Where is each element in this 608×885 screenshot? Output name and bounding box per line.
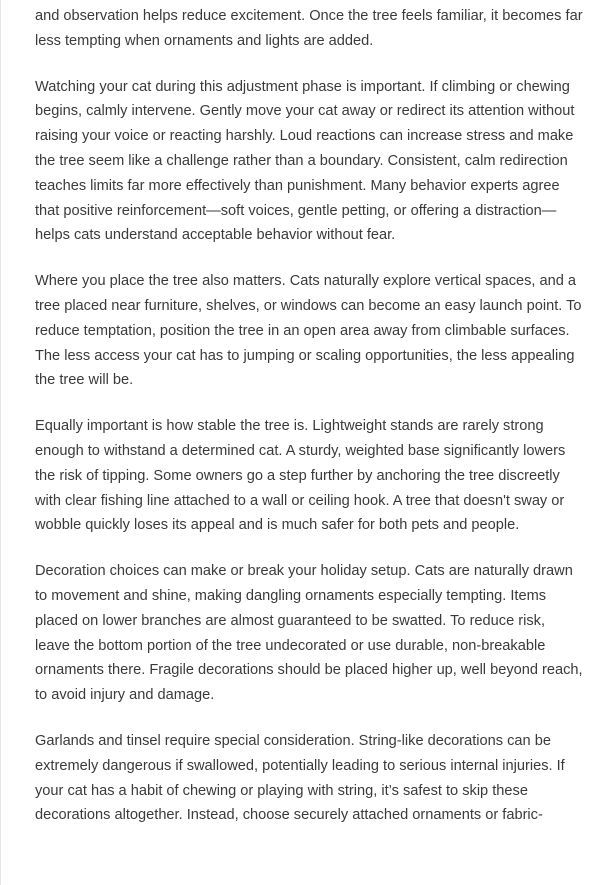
paragraph-decorations: Decoration choices can make or break your holiday setup. Cats are naturally drawn to movement and shine, making dangling ornaments especially tempting. Items placed on lower branches are almost guaranteed to be swatted. To reduce risk, leave the bottom portion of the tree undecorated or use durable, non-breakable ornaments there. Fragile decorations should be placed higher up, well beyond reach, to avoid injury and damage. [35,563,583,704]
paragraph-familiarization: and observation helps reduce excitement. Once the tree feels familiar, it becomes far less tempting when ornaments and lights are added. [35,8,583,49]
paragraph-placement: Where you place the tree also matters. Cats naturally explore vertical spaces, and a tree placed near furniture, shelves, or windows can become an easy launch point. To reduce temptation, position the tree in an open area away from climbable surfaces. The less access your cat has to jumping or scaling opportunities, the less appealing the tree will be. [35,273,582,389]
paragraph-garlands-tinsel: Garlands and tinsel require special consideration. String-like decorations can be extremely dangerous if swallowed, potentially leading to serious internal injuries. If your cat has a habit of chewing or playing with string, it’s safest to skip these decorations altogether. Instead, choose securely attached ornaments or fabric- [35,732,565,824]
paragraph-supervision: Watching your cat during this adjustment phase is important. If climbing or chewing begins, calmly intervene. Gently move your cat away or redirect its attention without raising your voice or reacting harshly. Loud reactions can increase stress and make the tree seem like a challenge rather than a boundary. Consistent, calm redirection teaches limits far more effectively than punishment. Many behavior experts agree that positive reinforcement—soft voices, gentle petting, or offering a distraction—helps cats understand acceptable behavior without fear. [35,78,575,244]
paragraph-stability: Equally important is how stable the tree is. Lightweight stands are rarely strong enough to withstand a determined cat. A sturdy, weighted base significantly lowers the risk of tipping. Some owners go a step further by anchoring the tree discreetly with clear fishing line attached to a wall or ceiling hook. A tree that doesn't sway or wobble quickly loses its appeal and is much safer for both pets and people. [35,418,566,534]
article-body [35,4,583,849]
